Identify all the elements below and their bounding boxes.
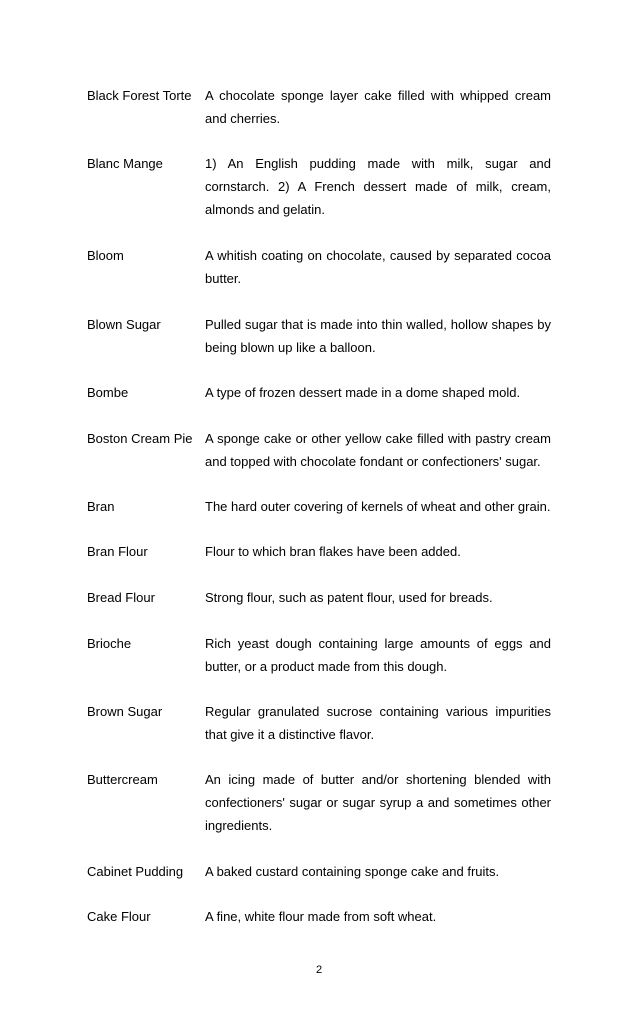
glossary-entry bbox=[87, 313, 551, 359]
glossary-term: Black Forest Torte bbox=[87, 88, 192, 103]
glossary-definition: The hard outer covering of kernels of wheat and other grain. bbox=[205, 499, 551, 514]
glossary-definition: A whitish coating on chocolate, caused by separated cocoa butter. bbox=[205, 248, 551, 286]
glossary-entry bbox=[87, 244, 551, 290]
page-number: 2 bbox=[315, 964, 323, 976]
glossary-term: Bloom bbox=[87, 248, 124, 263]
glossary-definition: Flour to which bran flakes have been added. bbox=[205, 544, 461, 559]
glossary-term: Bread Flour bbox=[87, 590, 155, 605]
glossary-entry bbox=[87, 632, 551, 678]
glossary-definition: A baked custard containing sponge cake and fruits. bbox=[205, 864, 500, 879]
glossary-definition: A sponge cake or other yellow cake filled with pastry cream and topped with chocolate fondant or confectioners' sugar. bbox=[205, 431, 551, 469]
glossary-definition: An icing made of butter and/or shortening blended with confectioners' sugar or sugar syrup a and sometimes other ingredients. bbox=[205, 772, 551, 833]
glossary-term: Buttercream bbox=[87, 772, 158, 787]
glossary-entry bbox=[87, 905, 551, 928]
glossary-definition: A type of frozen dessert made in a dome shaped mold. bbox=[205, 385, 521, 400]
glossary-term: Blown Sugar bbox=[87, 317, 161, 332]
glossary-entry bbox=[87, 860, 551, 883]
glossary-definition: Regular granulated sucrose containing various impurities that give it a distinctive flavor. bbox=[205, 704, 551, 742]
glossary-term: Cake Flour bbox=[87, 909, 151, 924]
glossary-entry bbox=[87, 540, 551, 563]
glossary-entry bbox=[87, 768, 551, 837]
glossary-term: Blanc Mange bbox=[87, 156, 163, 171]
glossary-entry bbox=[87, 427, 551, 473]
glossary-term: Bran bbox=[87, 499, 115, 514]
glossary-definition: A chocolate sponge layer cake filled with whipped cream and cherries. bbox=[205, 88, 551, 126]
glossary-term: Brioche bbox=[87, 636, 132, 651]
glossary-entry bbox=[87, 700, 551, 746]
glossary-definition: A fine, white flour made from soft wheat. bbox=[205, 909, 437, 924]
glossary-entry bbox=[87, 495, 551, 518]
glossary-term: Bran Flour bbox=[87, 544, 148, 559]
glossary-entry bbox=[87, 381, 551, 404]
glossary-term: Bombe bbox=[87, 385, 129, 400]
glossary-definition: Pulled sugar that is made into thin walled, hollow shapes by being blown up like a balloon. bbox=[205, 317, 551, 355]
glossary-definition: 1) An English pudding made with milk, sugar and cornstarch. 2) A French dessert made of milk, cream, almonds and gelatin. bbox=[205, 156, 551, 217]
glossary-list bbox=[87, 84, 551, 928]
glossary-definition: Rich yeast dough containing large amounts of eggs and butter, or a product made from this dough. bbox=[205, 636, 551, 674]
glossary-term: Boston Cream Pie bbox=[87, 431, 193, 446]
glossary-entry bbox=[87, 586, 551, 609]
glossary-definition: Strong flour, such as patent flour, used for breads. bbox=[205, 590, 493, 605]
glossary-term: Cabinet Pudding bbox=[87, 864, 184, 879]
glossary-term: Brown Sugar bbox=[87, 704, 163, 719]
glossary-entry bbox=[87, 84, 551, 130]
glossary-entry bbox=[87, 152, 551, 221]
